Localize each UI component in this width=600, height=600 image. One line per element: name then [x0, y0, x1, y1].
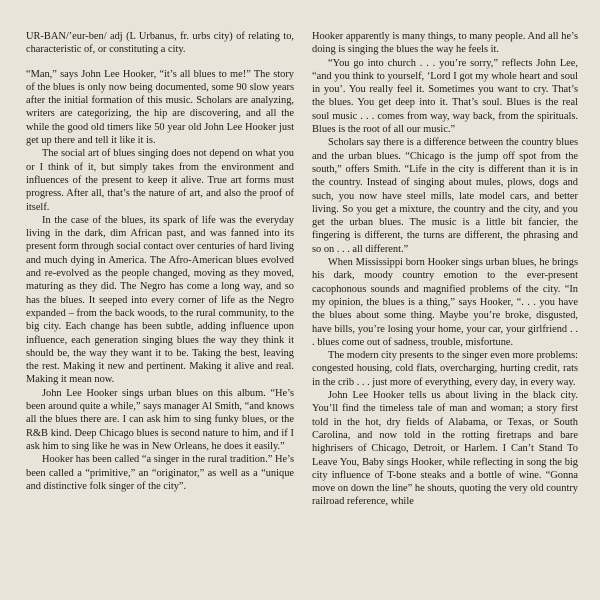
body-paragraph: When Mississippi born Hooker sings urban blues, he brings his dark, moody country emotion to the ever-present cacophonous sounds and magnified problems of the city. “In my opinion, the blues is a thing,” says Hooker, “. . . you have the blues about some thing. Maybe you’re broke, disgusted, have bills, you’re losing your home, your car, your girlfriend . . . blues come out of sadness, trouble, misfortune. — [312, 257, 578, 348]
body-paragraph: The modern city presents to the singer even more problems: congested housing, cold flats, overcharging, hurting credit, rats in the crib . . . just more of everything, every day, in every way. — [312, 350, 578, 388]
body-paragraph: “Man,” says John Lee Hooker, “it’s all blues to me!” The story of the blues is only now being documented, some 90 slow years after the initial formation of this music. Scholars are analyzing, writers are categorizing, the hip are discovering, and all the while the good old timers like 50 year old John Lee Hooker just get up there and tell it like it is. — [26, 68, 294, 147]
body-paragraph: Hooker apparently is many things, to many people. And all he’s doing is singing the blues the way he feels it. — [312, 31, 578, 56]
body-paragraph: “You go into church . . . you’re sorry,” reflects John Lee, “and you think to yourself, ‘Lord I got my whole heart and soul in you’. You really feel it. Sometimes you want to cry. That’s the blues. You get deep into it. That’s soul. Blues is the real soul music . . . comes from way, way back, from the spirituals. Blues is the root of all our music.” — [312, 57, 578, 136]
left-column — [26, 30, 294, 493]
body-paragraph: The social art of blues singing does not depend on what you or I think of it, but simply takes from the environment and influences of the present to keep it alive. True art forms must progress. After all, that’s the nature of art, and also the proof of itself. — [26, 148, 294, 213]
body-paragraph: Scholars say there is a difference between the country blues and the urban blues. “Chicago is the jump off spot from the south,” offers Smith. “Life in the city is different than it is in the country. Instead of singing about mules, plows, dogs and such, you now have steel mills, late model cars, and better living. So you get a mixture, the country and the city, and you get the urban blues. The music is a little bit fancier, the fingering is different, the turns are different, the phrasing and so on . . . all different.” — [312, 137, 578, 255]
right-column — [312, 30, 578, 509]
body-paragraph: John Lee Hooker tells us about living in the black city. You’ll find the timeless tale of man and woman; a story first told in the hot, dry fields of Alabama, or Texas, or South Carolina, and now told in the rotting firetraps and bare highrisers of Chicago, Detroit, or Harlem. I Can’t Stand To Leave You, Baby sings Hooker, while reflecting in song the big city influence of T-bone steaks and a bottle of wine. “Gonna move on down the line” he shouts, quoting the very old country railroad reference, while — [312, 390, 578, 508]
body-paragraph: John Lee Hooker sings urban blues on this album. “He’s been around quite a while,” says manager Al Smith, “and knows all the blues there are. I can ask him to sing funky blues, or the R&B kind. Deep Chicago blues is second nature to him, and if I ask him to sing like he was in New Orleans, he does it easily.” — [26, 387, 294, 452]
body-paragraph: In the case of the blues, its spark of life was the everyday living in the dark, dim African past, and was fanned into its present form through social contact over centuries of hard living and much dying in America. The Afro-American blues evolved and re-evolved as the people changed, moving as they moved, maturing as they did. The Negro has come a long way, and so has the blues. It seeped into every corner of life as the Negro expanded – from the back woods, to the rural community, to the big city. Each change has been subtle, adding influence upon influence, each generation singing blues the way they think it should be, the way they want it to be. Taking the best, leaving the rest. Making it new and pertinent. Making it alive and real. Making it mean now. — [26, 214, 294, 386]
body-paragraph: Hooker has been called “a singer in the rural tradition.” He’s been called a “primitive,” an “originator,” as well as a “unique and distinctive folk singer of the city”. — [26, 454, 294, 492]
definition-paragraph: UR-BAN/’eur-ben/ adj (L Urbanus, fr. urbs city) of relating to, characteristic of, or constituting a city. — [26, 31, 294, 56]
